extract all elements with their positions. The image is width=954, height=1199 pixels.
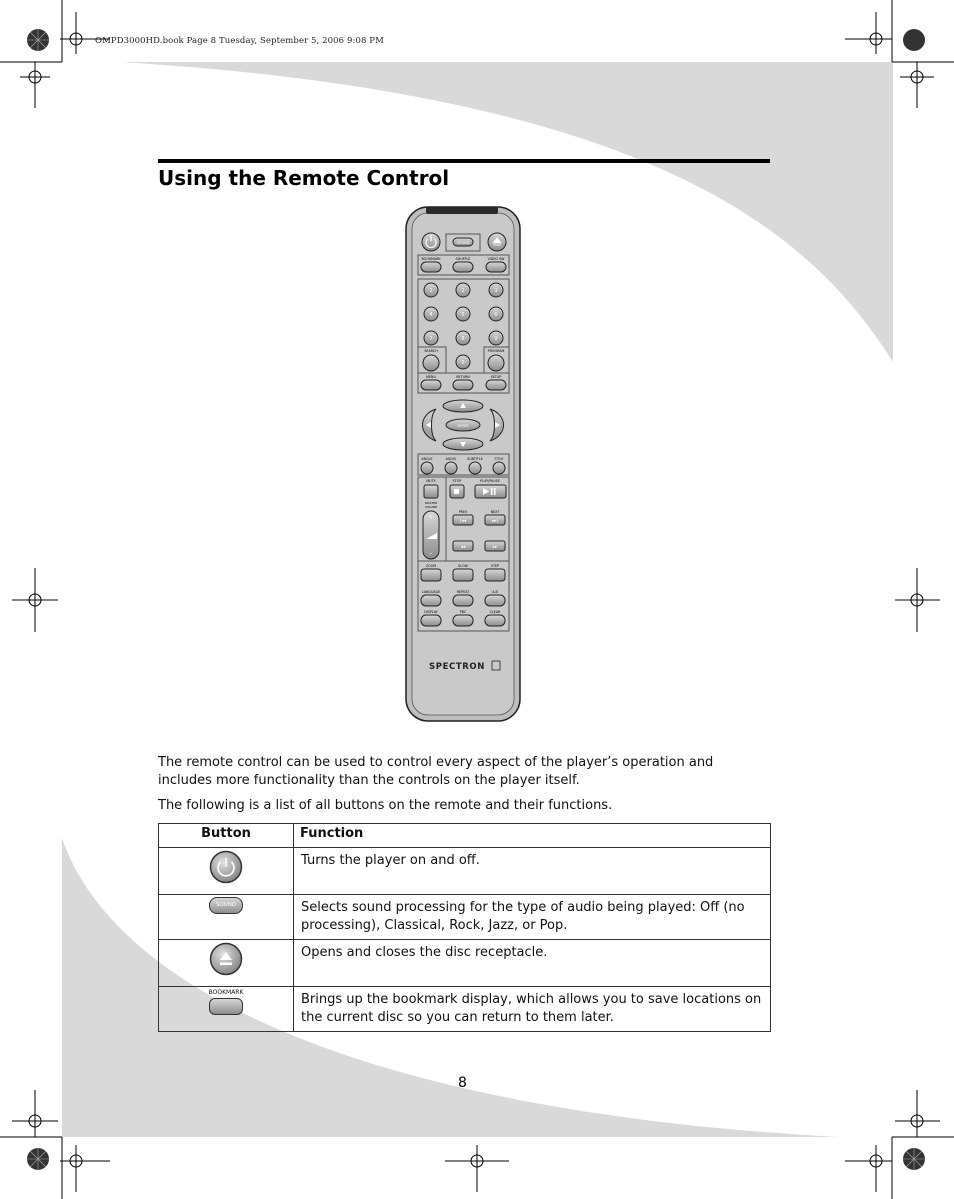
svg-text:SLOW: SLOW [458, 564, 468, 568]
svg-text:4: 4 [429, 312, 433, 318]
svg-text:8: 8 [461, 336, 465, 342]
svg-text:PROGRAM: PROGRAM [487, 349, 505, 353]
table-row [159, 895, 771, 940]
svg-text:SETUP: SETUP [490, 375, 502, 379]
svg-text:▸▸: ▸▸ [492, 545, 498, 550]
remote-label-shuffle: SHUFFLE [455, 257, 471, 261]
remote-sound-label: SOUND [456, 241, 470, 245]
svg-text:ENTER: ENTER [457, 424, 469, 428]
print-header: OMPD3000HD.book Page 8 Tuesday, September 5, 2006 9:08 PM [95, 36, 384, 46]
list-intro: The following is a list of all buttons on the remote and their functions. [158, 798, 613, 813]
svg-text:5: 5 [461, 312, 465, 318]
table-header-row [159, 824, 771, 848]
function-description: Turns the player on and off. [294, 848, 771, 895]
table-row [159, 940, 771, 987]
page-title: Using the Remote Control [158, 166, 450, 190]
svg-text:A-B: A-B [492, 590, 498, 594]
remote-label-videosw: VIDEO SW [487, 257, 505, 261]
table-row [159, 848, 771, 895]
svg-text:▸▸|: ▸▸| [491, 519, 499, 524]
svg-text:1: 1 [429, 288, 433, 294]
svg-text:+: + [428, 514, 434, 521]
table-row [159, 987, 771, 1032]
svg-text:6: 6 [494, 312, 498, 318]
svg-text:DISPLAY: DISPLAY [424, 610, 438, 614]
svg-text:9: 9 [494, 336, 498, 342]
svg-text:7: 7 [429, 336, 433, 342]
svg-text:2: 2 [461, 288, 465, 294]
function-description: Selects sound processing for the type of audio being played: Off (no processing), Classical, Rock, Jazz, or Pop. [294, 895, 771, 940]
column-header-function: Function [294, 824, 771, 848]
svg-text:CLEAR: CLEAR [489, 610, 501, 614]
bookmark-button-icon [209, 998, 243, 1015]
power-icon [209, 850, 243, 884]
svg-text:ANGLE: ANGLE [421, 457, 433, 461]
svg-text:MASTER: MASTER [424, 501, 438, 505]
svg-text:MUTE: MUTE [426, 479, 436, 483]
title-rule [158, 159, 770, 163]
svg-text:AUDIO: AUDIO [445, 457, 457, 461]
function-description: Opens and closes the disc receptacle. [294, 940, 771, 987]
svg-text:STOP: STOP [452, 479, 462, 483]
svg-text:LANGUAGE: LANGUAGE [421, 590, 441, 594]
svg-text:REPEAT: REPEAT [456, 590, 470, 594]
svg-text:PREV: PREV [458, 510, 468, 514]
svg-text:SEARCH: SEARCH [424, 349, 438, 353]
svg-text:NEXT: NEXT [490, 510, 500, 514]
svg-text:SUBTITLE: SUBTITLE [467, 457, 483, 461]
svg-text:RETURN: RETURN [456, 375, 470, 379]
svg-text:–: – [429, 550, 433, 557]
eject-icon [209, 942, 243, 976]
svg-text:MENU: MENU [426, 375, 436, 379]
remote-control-illustration [400, 203, 526, 725]
svg-text:TITLE: TITLE [494, 457, 504, 461]
svg-text:◂◂: ◂◂ [460, 545, 466, 550]
svg-text:PBC: PBC [459, 610, 467, 614]
svg-text:PLAY/PAUSE: PLAY/PAUSE [480, 479, 500, 483]
function-description: Brings up the bookmark display, which allows you to save locations on the current disc so you can return to them later. [294, 987, 771, 1032]
remote-label-bookmark: BOOKMARK [421, 257, 441, 261]
svg-text:STEP: STEP [490, 564, 500, 568]
svg-text:VOLUME: VOLUME [424, 505, 438, 509]
button-function-table [158, 823, 771, 1032]
remote-brand-logo: SPECTRON [429, 662, 485, 672]
svg-text:ZOOM: ZOOM [425, 564, 437, 568]
svg-text:3: 3 [494, 288, 498, 294]
column-header-button: Button [159, 824, 294, 848]
sound-button-icon: SOUND [209, 897, 243, 914]
svg-text:|◂◂: |◂◂ [459, 519, 467, 524]
intro-paragraph: The remote control can be used to control every aspect of the player’s operation and includes more functionality than the controls on the player itself. [158, 755, 714, 788]
bookmark-button-label: BOOKMARK [208, 989, 244, 996]
page-number: 8 [458, 1075, 467, 1091]
svg-text:0: 0 [461, 360, 465, 366]
